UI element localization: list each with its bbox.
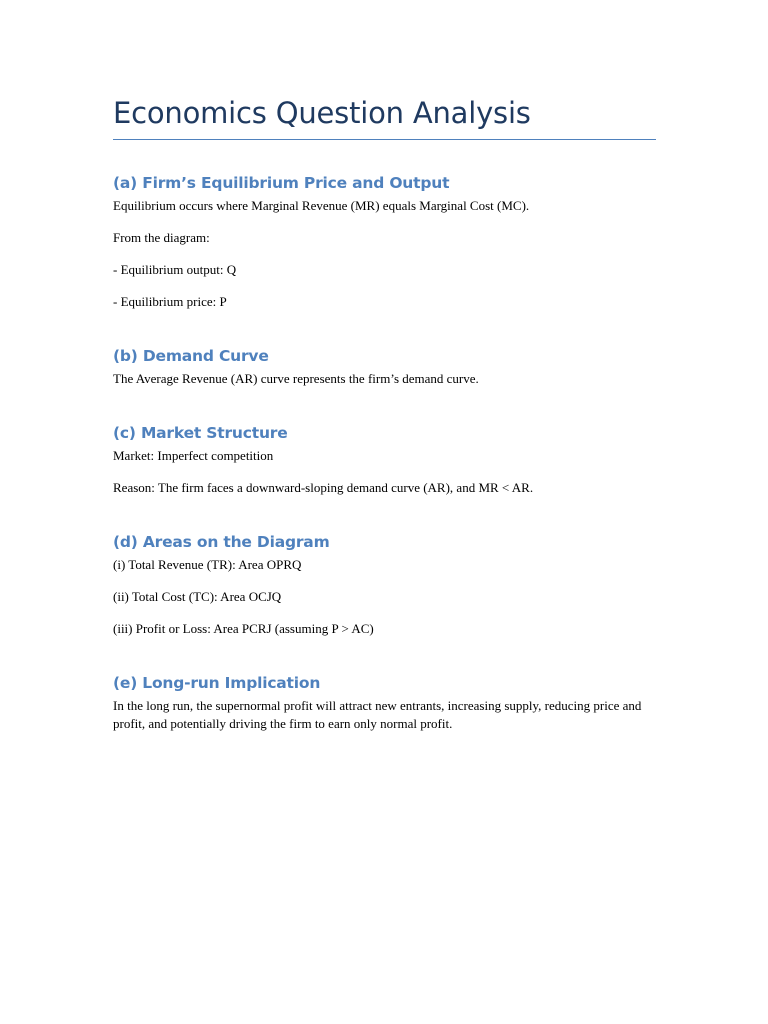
section-heading: (a) Firm’s Equilibrium Price and Output	[113, 174, 450, 192]
paragraph: The Average Revenue (AR) curve represents the firm’s demand curve.	[113, 371, 479, 386]
section-demand-curve	[113, 346, 656, 388]
paragraph: From the diagram:	[113, 230, 210, 245]
paragraph: In the long run, the supernormal profit will attract new entrants, increasing supply, reducing price and profit, and potentially driving the firm to earn only normal profit.	[113, 698, 642, 731]
paragraph: - Equilibrium output: Q	[113, 262, 237, 277]
section-heading: (d) Areas on the Diagram	[113, 533, 330, 551]
paragraph: (i) Total Revenue (TR): Area OPRQ	[113, 557, 302, 572]
section-heading: (b) Demand Curve	[113, 347, 269, 365]
document-title: Economics Question Analysis	[113, 94, 656, 140]
section-long-run	[113, 673, 656, 733]
paragraph: Market: Imperfect competition	[113, 448, 274, 463]
paragraph: Reason: The firm faces a downward-sloping demand curve (AR), and MR < AR.	[113, 480, 534, 495]
section-equilibrium	[113, 173, 656, 311]
section-market-structure	[113, 423, 656, 497]
section-heading: (c) Market Structure	[113, 424, 288, 442]
section-areas	[113, 532, 656, 638]
paragraph: (iii) Profit or Loss: Area PCRJ (assuming P > AC)	[113, 621, 374, 636]
paragraph: (ii) Total Cost (TC): Area OCJQ	[113, 589, 282, 604]
document-page	[113, 94, 656, 733]
paragraph: - Equilibrium price: P	[113, 294, 227, 309]
section-heading: (e) Long-run Implication	[113, 674, 321, 692]
paragraph: Equilibrium occurs where Marginal Revenue (MR) equals Marginal Cost (MC).	[113, 198, 530, 213]
